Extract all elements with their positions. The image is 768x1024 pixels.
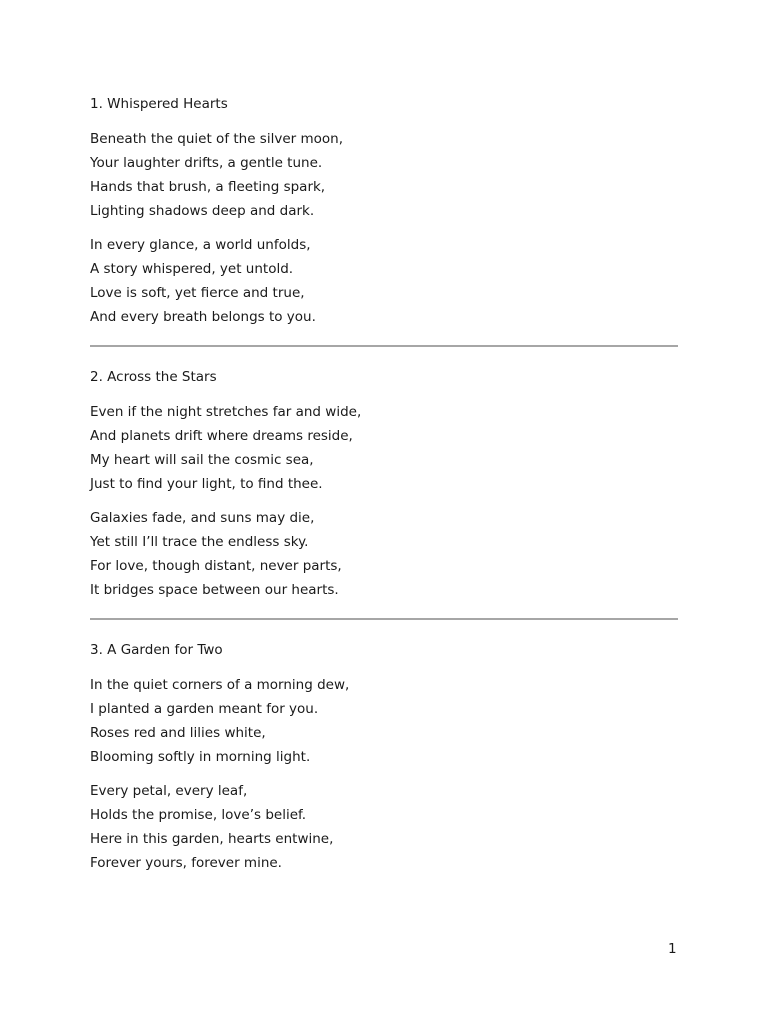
stanza (90, 506, 678, 602)
poem-line: Yet still I’ll trace the endless sky. (90, 534, 309, 550)
poem-line: Every petal, every leaf, (90, 783, 248, 799)
poem-line: Hands that brush, a fleeting spark, (90, 179, 326, 195)
poem-line: A story whispered, yet untold. (90, 261, 294, 277)
poem-line: Holds the promise, love’s belief. (90, 807, 307, 823)
poem-section (90, 367, 678, 602)
poem-line: Even if the night stretches far and wide, (90, 404, 362, 420)
poem-line: In every glance, a world unfolds, (90, 237, 311, 253)
poem-line: Just to find your light, to find thee. (90, 476, 323, 492)
stanza (90, 673, 678, 769)
poem-line: Forever yours, forever mine. (90, 855, 282, 871)
poem-line: Beneath the quiet of the silver moon, (90, 131, 343, 147)
poem-section (90, 640, 678, 875)
page-number: 1 (668, 941, 677, 957)
poem-line: Blooming softly in morning light. (90, 749, 311, 765)
section-divider (90, 618, 678, 620)
poem-section (90, 94, 678, 329)
poem-line: It bridges space between our hearts. (90, 582, 339, 598)
poem-line: Your laughter drifts, a gentle tune. (90, 155, 323, 171)
poem-title: 3. A Garden for Two (90, 642, 223, 658)
poem-line: My heart will sail the cosmic sea, (90, 452, 314, 468)
poem-line: Lighting shadows deep and dark. (90, 203, 315, 219)
poem-line: Here in this garden, hearts entwine, (90, 831, 334, 847)
poem-line: In the quiet corners of a morning dew, (90, 677, 350, 693)
poem-title: 1. Whispered Hearts (90, 96, 228, 112)
stanza (90, 127, 678, 223)
poem-line: And every breath belongs to you. (90, 309, 316, 325)
poem-line: Roses red and lilies white, (90, 725, 266, 741)
poem-line: I planted a garden meant for you. (90, 701, 319, 717)
stanza (90, 400, 678, 496)
document-body (90, 94, 678, 885)
poem-line: Galaxies fade, and suns may die, (90, 510, 315, 526)
stanza (90, 233, 678, 329)
poem-line: Love is soft, yet fierce and true, (90, 285, 305, 301)
poem-line: For love, though distant, never parts, (90, 558, 342, 574)
stanza (90, 779, 678, 875)
poem-title: 2. Across the Stars (90, 369, 217, 385)
poem-line: And planets drift where dreams reside, (90, 428, 353, 444)
section-divider (90, 345, 678, 347)
